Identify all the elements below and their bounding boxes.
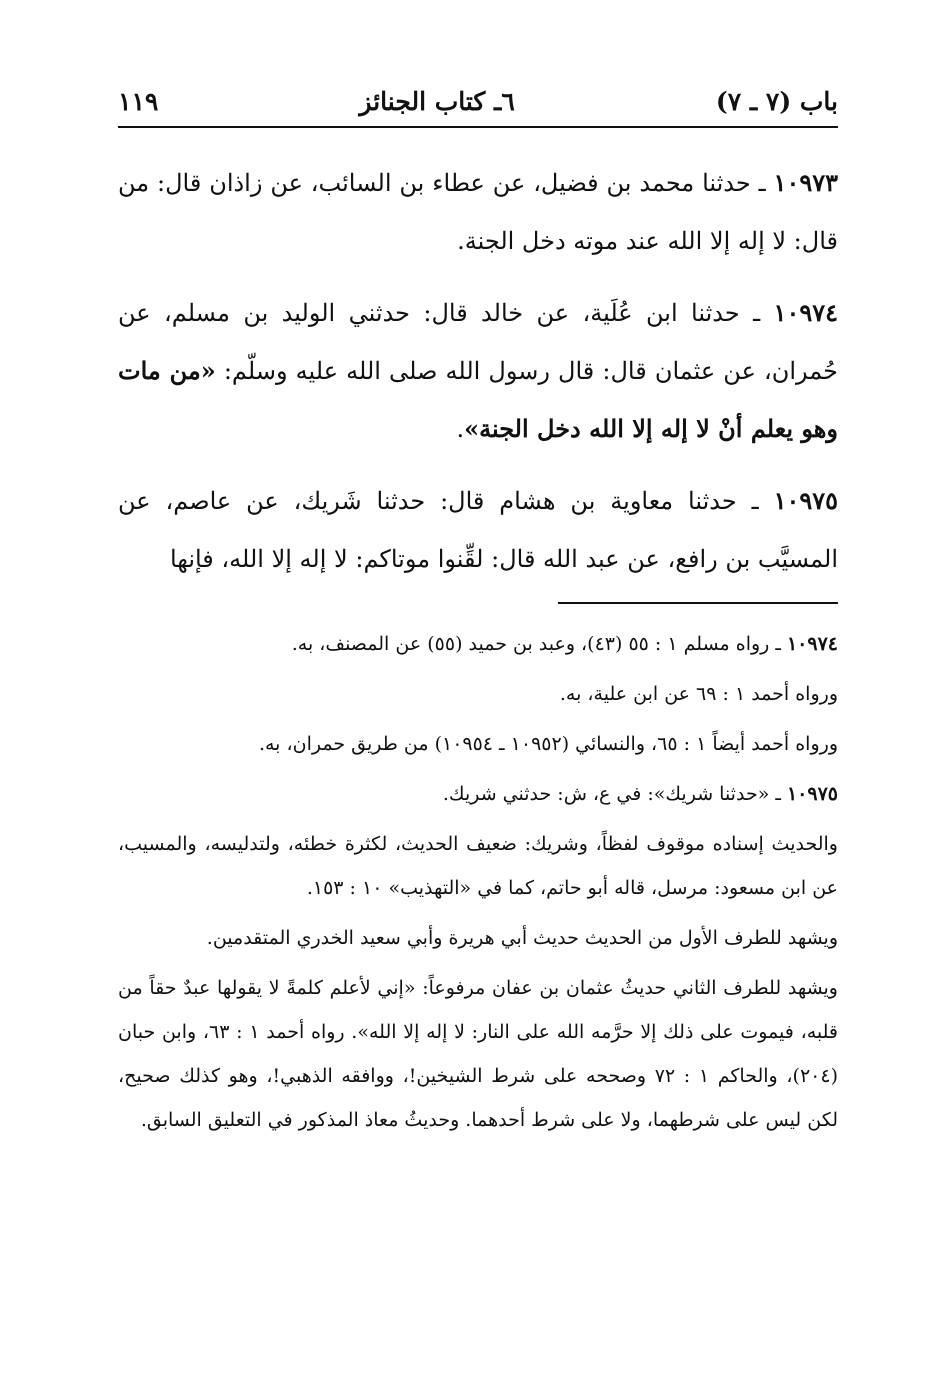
hadith-10975 [118, 472, 838, 588]
footnote-text: ـ رواه مسلم ١ : ٥٥ (٤٣)، وعبد بن حميد (٥٥) عن المصنف، به. [291, 633, 787, 655]
footnote-text: ويشهد للطرف الثاني حديثُ عثمان بن عفان مرفوعاً: «إني لأعلم كلمةً لا يقولها عبدٌ حقاً من قلبه، فيموت على ذلك إلا حرَّمه الله على النار: لا إله إلا الله». رواه أحمد ١ : ٦٣، وابن حبان (٢٠٤)، والحاكم ١ : ٧٢ وصححه على شرط الشيخين!، ووافقه الذهبي!، وهو كذلك صحيح، لكن ليس على شرطهما، ولا على شرط أحدهما. وحديثُ معاذ المذكور في التعليق السابق. [118, 977, 839, 1131]
footnote [118, 966, 838, 1142]
page-header [118, 78, 838, 126]
footnote-rule [558, 602, 838, 604]
footnote-text: ورواه أحمد أيضاً ١ : ٦٥، والنسائي (١٠٩٥٢ ـ ١٠٩٥٤) من طريق حمران، به. [258, 733, 838, 755]
hadith-10973 [118, 154, 838, 270]
page-number: ١١٩ [118, 87, 159, 116]
hadith-10974 [118, 284, 838, 458]
hadith-text: ـ حدثنا محمد بن فضيل، عن عطاء بن السائب، عن زاذان قال: من قال: لا إله إلا الله عند موته دخل الجنة. [118, 169, 838, 255]
hadith-tail: . [456, 415, 465, 443]
hadith-bold-text: «من مات وهو يعلم أنْ لا إله إلا الله دخل الجنة» [118, 356, 838, 443]
footnote [118, 916, 838, 960]
header-rule [118, 126, 838, 128]
footnote-number: ١٠٩٧٤ [786, 633, 838, 655]
footnote-text: ورواه أحمد ١ : ٦٩ عن ابن علية، به. [559, 683, 838, 705]
footnote-text: ويشهد للطرف الأول من الحديث حديث أبي هريرة وأبي سعيد الخدري المتقدمين. [206, 927, 838, 949]
hadith-number: ١٠٩٧٤ [773, 298, 838, 327]
hadith-number: ١٠٩٧٣ [773, 168, 838, 197]
footnote [118, 672, 838, 716]
book-page [118, 78, 838, 1148]
footnote [118, 772, 838, 816]
footnote [118, 622, 838, 666]
footnote-text: والحديث إسناده موقوف لفظاً، وشريك: ضعيف الحديث، لكثرة خطئه، ولتدليسه، والمسيب، عن ابن مسعود: مرسل، قاله أبو حاتم، كما في «التهذيب» ١٠ : ١٥٣. [118, 833, 838, 899]
footnote [118, 722, 838, 766]
book-title: ٦ـ كتاب الجنائز [359, 87, 515, 116]
hadith-text: ـ حدثنا معاوية بن هشام قال: حدثنا شَريك، عن عاصم، عن المسيَّب بن رافع، عن عبد الله قال: لقِّنوا موتاكم: لا إله إلا الله، فإنها [118, 487, 838, 573]
hadith-text: ـ حدثنا ابن عُلَية، عن خالد قال: حدثني الوليد بن مسلم، عن حُمران، عن عثمان قال: قال رسول الله صلى الله عليه وسلّم: [118, 299, 838, 385]
footnote-number: ١٠٩٧٥ [786, 783, 838, 805]
footnote-text: ـ «حدثنا شريك»: في ع، ش: حدثني شريك. [442, 783, 787, 805]
hadith-number: ١٠٩٧٥ [773, 486, 839, 515]
section-title: باب (٧ ـ ٧) [715, 87, 838, 116]
footnote [118, 822, 838, 910]
